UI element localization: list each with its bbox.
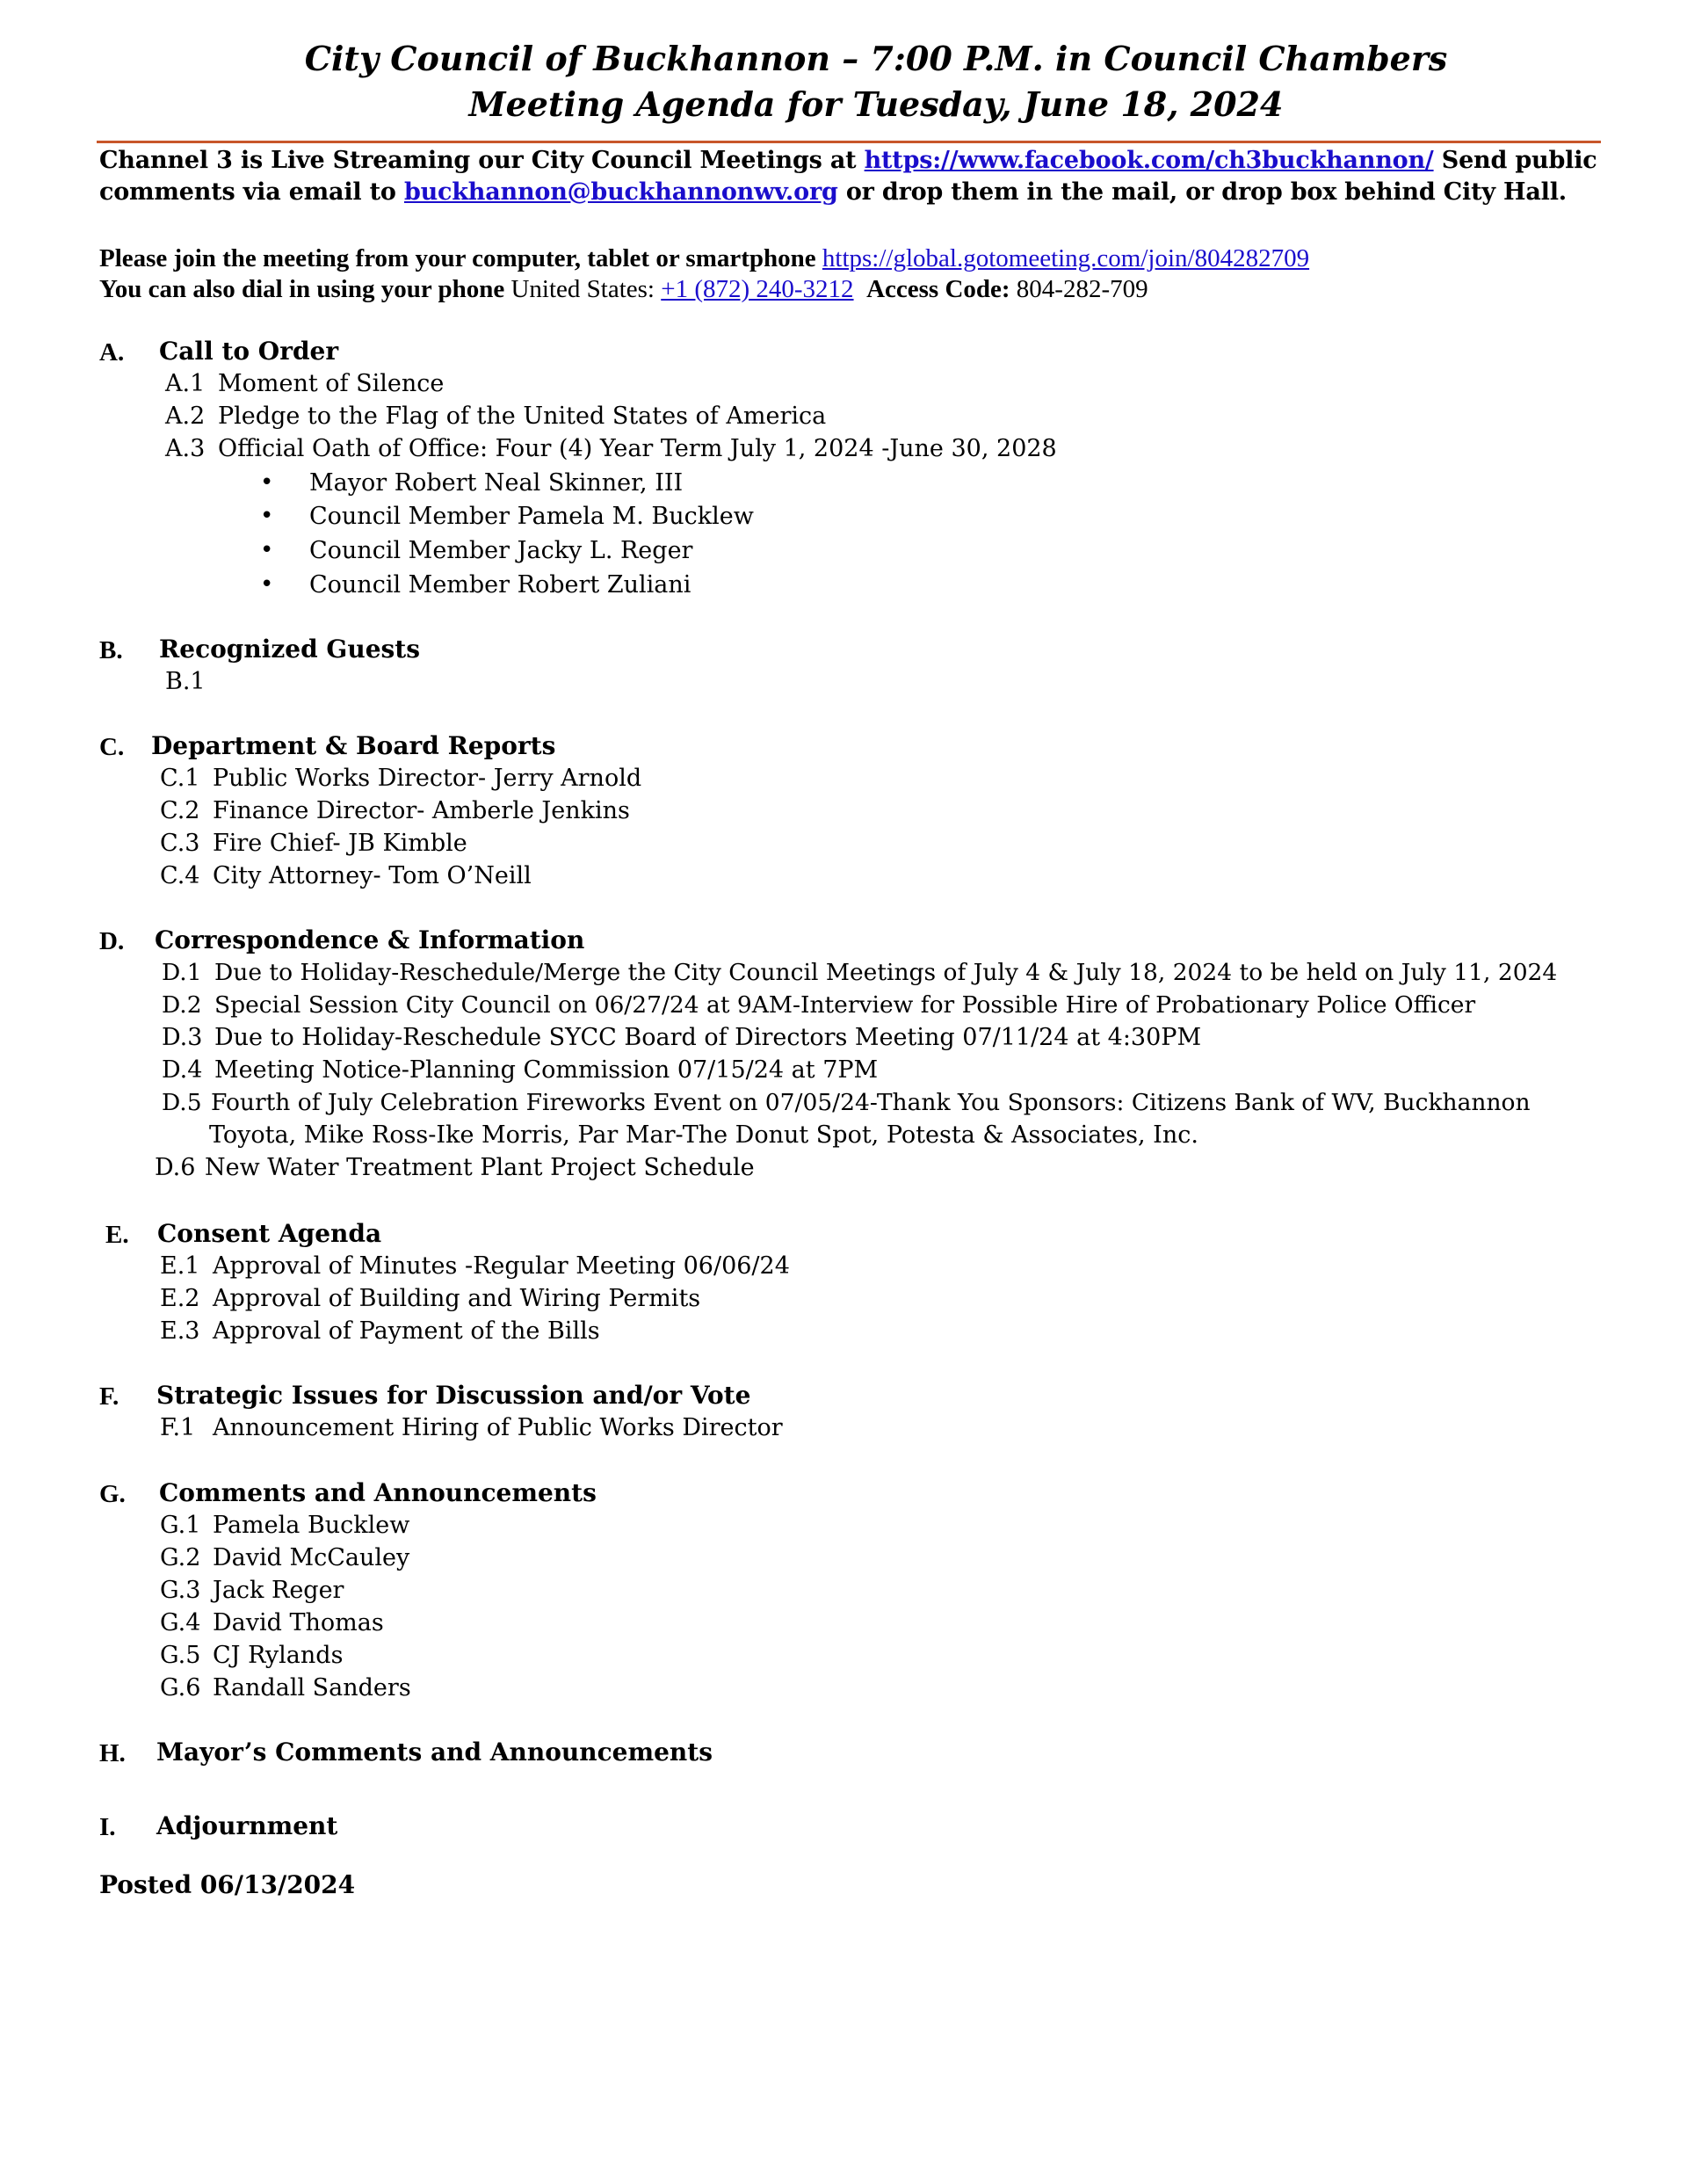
agenda-item: G.2 David McCauley	[160, 1544, 410, 1571]
facebook-link[interactable]: https://www.facebook.com/ch3buckhannon/	[864, 147, 1434, 174]
streaming-notice-line1	[99, 147, 1597, 174]
comments-suffix: or drop them in the mail, or drop box behind City Hall.	[837, 178, 1567, 206]
agenda-item: E.1 Approval of Minutes -Regular Meeting 06/06/24	[160, 1252, 790, 1280]
comments-prefix: comments via email to	[99, 178, 404, 206]
posted-date: Posted 06/13/2024	[99, 1870, 356, 1899]
agenda-item: D.5 Fourth of July Celebration Fireworks Event on 07/05/24-Thank You Sponsors: Citizens Bank of WV, Buckhannon	[162, 1089, 1531, 1116]
list-item: Mayor Robert Neal Skinner, III	[309, 469, 684, 497]
list-item: Council Member Robert Zuliani	[309, 571, 691, 599]
agenda-item: D.3 Due to Holiday-Reschedule SYCC Board of Directors Meeting 07/11/24 at 4:30PM	[162, 1024, 1202, 1051]
section-title: Adjournment	[156, 1811, 338, 1840]
section-letter: G.	[99, 1480, 126, 1508]
list-item: Council Member Pamela M. Bucklew	[309, 503, 754, 530]
section-letter: D.	[99, 927, 125, 955]
join-label: Please join the meeting from your computer, tablet or smartphone	[99, 244, 822, 272]
streaming-notice-line2	[99, 178, 1567, 206]
bullet-icon: •	[260, 469, 274, 496]
dial-in-line	[99, 275, 1148, 304]
section-letter: H.	[99, 1739, 126, 1767]
streaming-suffix: Send public	[1433, 147, 1597, 174]
section-letter: F.	[99, 1382, 119, 1411]
access-code-label: Access Code:	[866, 275, 1010, 303]
bullet-icon: •	[260, 503, 274, 529]
page-subtitle: Meeting Agenda for Tuesday, June 18, 2024	[468, 84, 1284, 124]
agenda-item: C.1 Public Works Director- Jerry Arnold	[160, 765, 642, 792]
section-title: Mayor’s Comments and Announcements	[156, 1738, 713, 1767]
section-letter: E.	[105, 1221, 129, 1249]
agenda-item: G.5 CJ Rylands	[160, 1642, 344, 1669]
section-letter: A.	[99, 338, 125, 366]
phone-link[interactable]: +1 (872) 240-3212	[661, 275, 854, 303]
agenda-item: G.6 Randall Sanders	[160, 1674, 411, 1701]
section-letter: C.	[99, 733, 125, 761]
section-title: Consent Agenda	[157, 1219, 382, 1248]
agenda-item: B.1	[165, 668, 206, 695]
bullet-icon: •	[260, 571, 274, 598]
agenda-item: A.3 Official Oath of Office: Four (4) Year Term July 1, 2024 -June 30, 2028	[165, 435, 1057, 462]
agenda-item: D.6 New Water Treatment Plant Project Schedule	[155, 1154, 755, 1181]
join-meeting-line	[99, 244, 1309, 273]
agenda-item: A.2 Pledge to the Flag of the United States of America	[165, 403, 827, 430]
section-letter: B.	[99, 636, 123, 664]
section-title: Strategic Issues for Discussion and/or Vote	[156, 1381, 751, 1410]
section-title: Recognized Guests	[159, 635, 420, 664]
header-divider	[97, 141, 1601, 143]
agenda-item: G.1 Pamela Bucklew	[160, 1512, 410, 1539]
page-title: City Council of Buckhannon – 7:00 P.M. in Council Chambers	[304, 39, 1448, 78]
access-code: 804-282-709	[1010, 275, 1148, 303]
country-label: United States:	[510, 275, 662, 303]
agenda-item: E.2 Approval of Building and Wiring Permits	[160, 1285, 701, 1312]
agenda-item: C.2 Finance Director- Amberle Jenkins	[160, 797, 630, 824]
agenda-item: G.3 Jack Reger	[160, 1577, 344, 1604]
section-title: Call to Order	[159, 337, 339, 366]
section-title: Correspondence & Information	[155, 925, 585, 954]
streaming-prefix: Channel 3 is Live Streaming our City Council Meetings at	[99, 147, 865, 174]
agenda-item: D.2 Special Session City Council on 06/27/24 at 9AM-Interview for Possible Hire of Probationary Police Officer	[162, 991, 1476, 1019]
email-link[interactable]: buckhannon@buckhannonwv.org	[403, 178, 838, 206]
agenda-item: G.4 David Thomas	[160, 1609, 384, 1636]
section-title: Department & Board Reports	[151, 731, 556, 760]
agenda-item: D.4 Meeting Notice-Planning Commission 07/15/24 at 7PM	[162, 1056, 879, 1084]
section-letter: I.	[99, 1813, 116, 1841]
agenda-item: C.3 Fire Chief- JB Kimble	[160, 830, 467, 857]
gotomeeting-link[interactable]: https://global.gotomeeting.com/join/804282709	[822, 244, 1310, 272]
dial-in-label: You can also dial in using your phone	[99, 275, 511, 303]
agenda-item: F.1 Announcement Hiring of Public Works Director	[160, 1414, 783, 1441]
bullet-icon: •	[260, 537, 274, 563]
agenda-item: C.4 City Attorney- Tom O’Neill	[160, 862, 532, 889]
agenda-item: E.3 Approval of Payment of the Bills	[160, 1317, 600, 1345]
agenda-item: D.1 Due to Holiday-Reschedule/Merge the City Council Meetings of July 4 & July 18, 2024 to be held on July 11, 2024	[162, 959, 1558, 986]
agenda-item: A.1 Moment of Silence	[165, 370, 445, 397]
list-item: Council Member Jacky L. Reger	[309, 537, 693, 564]
agenda-item-continuation: Toyota, Mike Ross-Ike Morris, Par Mar-The Donut Spot, Potesta & Associates, Inc.	[209, 1121, 1198, 1149]
section-title: Comments and Announcements	[159, 1478, 597, 1507]
